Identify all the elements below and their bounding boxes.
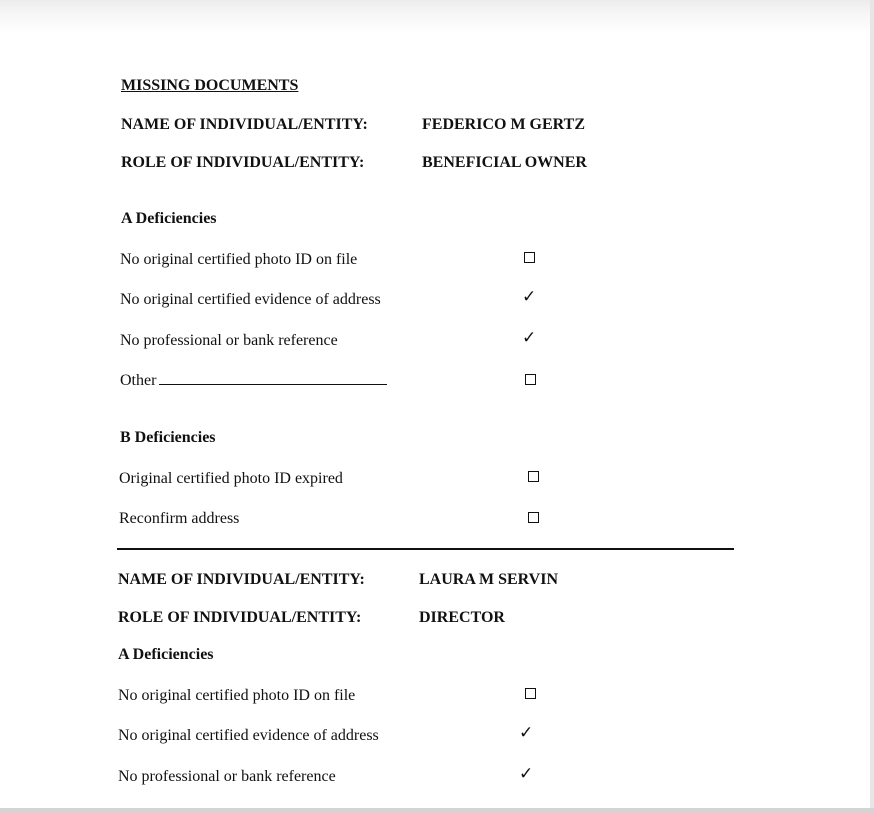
person2-a-item-label: No professional or bank reference bbox=[118, 768, 336, 785]
person1-a-item-label: No original certified photo ID on file bbox=[120, 251, 358, 268]
person2-a-item-2-checkmark-icon[interactable]: ✓ bbox=[519, 764, 534, 784]
person1-b-item-0-checkbox[interactable] bbox=[528, 471, 539, 482]
person2-role-label: ROLE OF INDIVIDUAL/ENTITY: bbox=[118, 609, 362, 626]
person1-b-heading: B Deficiencies bbox=[120, 429, 216, 446]
person1-a-item-other bbox=[120, 371, 387, 391]
person1-role-value: BENEFICIAL OWNER bbox=[422, 154, 587, 171]
person2-role-value: DIRECTOR bbox=[419, 609, 505, 626]
person1-a-item-2-checkmark-icon[interactable]: ✓ bbox=[522, 328, 537, 348]
person2-a-item-label: No original certified photo ID on file bbox=[118, 687, 356, 704]
person1-a-item-0-checkbox[interactable] bbox=[524, 252, 535, 263]
other-label: Other bbox=[120, 372, 157, 389]
person1-b-item-label: Original certified photo ID expired bbox=[119, 470, 343, 487]
person2-name-value: LAURA M SERVIN bbox=[419, 571, 559, 588]
person1-role-label: ROLE OF INDIVIDUAL/ENTITY: bbox=[121, 154, 365, 171]
viewer-scrollbar-track[interactable] bbox=[870, 0, 874, 813]
person2-a-item-label: No original certified evidence of address bbox=[118, 727, 379, 744]
person1-name-label: NAME OF INDIVIDUAL/ENTITY: bbox=[121, 116, 368, 133]
person2-a-item-0-checkbox[interactable] bbox=[525, 688, 536, 699]
person1-a-item-label: No professional or bank reference bbox=[120, 332, 338, 349]
viewer-bottom-edge bbox=[0, 808, 874, 813]
person2-a-heading: A Deficiencies bbox=[118, 646, 214, 663]
person1-a-heading: A Deficiencies bbox=[121, 210, 217, 227]
person1-a-item-3-checkbox[interactable] bbox=[525, 374, 536, 385]
person1-b-item-label: Reconfirm address bbox=[119, 510, 240, 527]
person1-a-item-1-checkmark-icon[interactable]: ✓ bbox=[522, 287, 537, 307]
other-blank-line bbox=[159, 383, 387, 385]
person2-a-item-1-checkmark-icon[interactable]: ✓ bbox=[519, 723, 534, 743]
person1-a-item-label: No original certified evidence of address bbox=[120, 291, 381, 308]
section-divider bbox=[117, 548, 734, 550]
person1-name-value: FEDERICO M GERTZ bbox=[422, 116, 586, 133]
person1-b-item-1-checkbox[interactable] bbox=[528, 512, 539, 523]
section-title: MISSING DOCUMENTS bbox=[121, 77, 299, 94]
person2-name-label: NAME OF INDIVIDUAL/ENTITY: bbox=[118, 571, 365, 588]
